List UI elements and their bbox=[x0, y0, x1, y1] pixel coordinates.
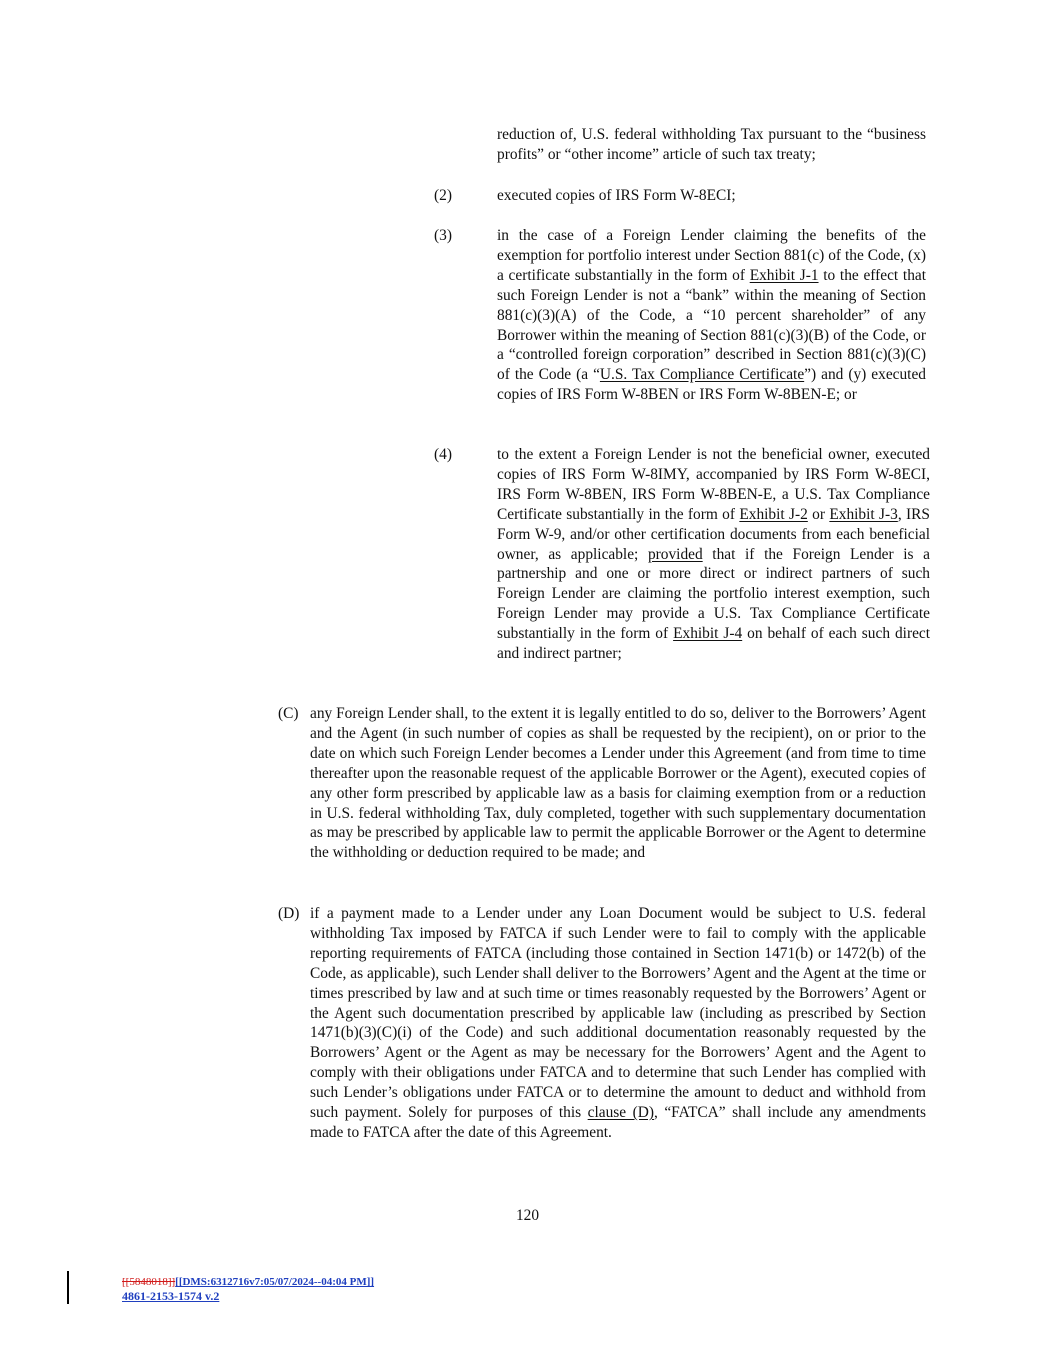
document-footer bbox=[122, 1275, 374, 1303]
item-2-number: (2) bbox=[434, 187, 452, 204]
clause-d-reference: clause (D) bbox=[587, 1104, 654, 1122]
provided-term: provided bbox=[647, 545, 703, 563]
item-2-body: executed copies of IRS Form W-8ECI; bbox=[497, 187, 736, 204]
clause-d-number: (D) bbox=[278, 905, 300, 922]
clause-d-part-1: if a payment made to a Lender under any Loan Document would be subject to U.S. federal withholding Tax imposed by FATCA if such Lender were to fail to comply with the applicable reporting requirements of FATCA (including those contained in Section 1471(b) or 1472(b) of the Code, as applicable), such Lender shall deliver to the Borrowers’ Agent and the Agent at the time or times prescribed by law and at such time or times reasonably requested by the Borrowers’ Agent or the Agent such documentation prescribed by applicable law (including as prescribed by Section 1471(b)(3)(C)(i) of the Code) and such additional documentation reasonably requested by the Borrowers’ Agent or the Agent as may be necessary for the Borrowers’ Agent and the Agent to comply with their obligations under FATCA and to determine that such Lender has complied with such Lender’s obligations under FATCA or to determine the amount to deduct and withhold from such payment. Solely for purposes of this bbox=[310, 905, 926, 1122]
exhibit-j-2-reference: Exhibit J-2 bbox=[739, 505, 808, 523]
item-3-part-1: in the case of a Foreign Lender claiming the benefits of the exemption for portfolio interest under Section 881(c) of the Code, (x) a certificate substantially in the form of bbox=[497, 227, 926, 284]
us-tax-compliance-certificate-term: U.S. Tax Compliance Certificate bbox=[599, 366, 805, 384]
item-2-text bbox=[497, 186, 926, 206]
item-3-part-2: to the effect that such Foreign Lender is not a “bank” within the meaning of Section 881(c)(3)(A) of the Code, a “10 percent shareholder” of any Borrower within the meaning of Section 881(c)(3)(B) of the Code, or a “controlled foreign corporation” described in Section 881(c)(3)(C) of the Code (a “ bbox=[497, 266, 926, 384]
item-3-number: (3) bbox=[434, 227, 452, 244]
exhibit-j-4-reference: Exhibit J-4 bbox=[673, 625, 743, 643]
footer-doc-id: 4861-2153-1574 v.2 bbox=[122, 1289, 220, 1303]
exhibit-j-1-reference: Exhibit J-1 bbox=[749, 266, 819, 284]
item-4-part-4: that if the Foreign Lender is a partnership and one or more direct or indirect partners of such Foreign Lender are claiming the portfolio interest exemption, such Foreign Lender may provide a U.S. Tax Compliance Certificate substantially in the form of bbox=[497, 545, 930, 643]
item-3-text bbox=[497, 226, 926, 405]
exhibit-j-3-reference: Exhibit J-3 bbox=[829, 505, 898, 523]
clause-c-text bbox=[310, 704, 926, 863]
footer-line-1 bbox=[122, 1275, 374, 1289]
page-number: 120 bbox=[515, 1207, 540, 1224]
item-4-part-3: , IRS Form W-9, and/or other certification documents from each beneficial owner, as applicable; bbox=[497, 505, 930, 563]
revision-change-bar bbox=[67, 1271, 69, 1304]
item-4-part-5: on behalf of each such direct and indirect partner; bbox=[497, 625, 931, 663]
inserted-doc-ref: [[DMS:6312716v7:05/07/2024--04:04 PM]] bbox=[175, 1276, 375, 1288]
item-4-number: (4) bbox=[434, 446, 452, 463]
item-3-part-3: ”) and (y) executed copies of IRS Form W-8BEN or IRS Form W-8BEN-E; or bbox=[497, 366, 926, 404]
item-continuation bbox=[497, 125, 926, 165]
item-4-part-1: to the extent a Foreign Lender is not the beneficial owner, executed copies of IRS Form W-8IMY, accompanied by IRS Form W-8ECI, IRS Form W-8BEN, IRS Form W-8BEN-E, a U.S. Tax Compliance Certificate substantially in the form of bbox=[497, 446, 930, 523]
item-continuation-text: reduction of, U.S. federal withholding Tax pursuant to the “business profits” or “other income” article of such tax treaty; bbox=[497, 126, 926, 163]
clause-c-number: (C) bbox=[278, 705, 299, 722]
item-4-part-2: or bbox=[807, 505, 830, 523]
item-4-text bbox=[497, 445, 930, 664]
clause-c-body: any Foreign Lender shall, to the extent it is legally entitled to do so, deliver to the Borrowers’ Agent and the Agent (in such number of copies as shall be requested by the recipient), on or prior to the date on which such Foreign Lender becomes a Lender under this Agreement (and from time to time thereafter upon the reasonable request of the applicable Borrower or the Agent), executed copies of any other form prescribed by applicable law as a basis for claiming exemption from or a reduction in U.S. federal withholding Tax, duly completed, together with such supplementary documentation as may be prescribed by applicable law to permit the applicable Borrower or the Agent to determine the withholding or deduction required to be made; and bbox=[310, 705, 926, 862]
clause-d-part-2: , “FATCA” shall include any amendments made to FATCA after the date of this Agreement. bbox=[310, 1104, 927, 1141]
clause-d-text bbox=[310, 904, 926, 1143]
deleted-doc-ref: [[5848018]] bbox=[122, 1276, 176, 1288]
